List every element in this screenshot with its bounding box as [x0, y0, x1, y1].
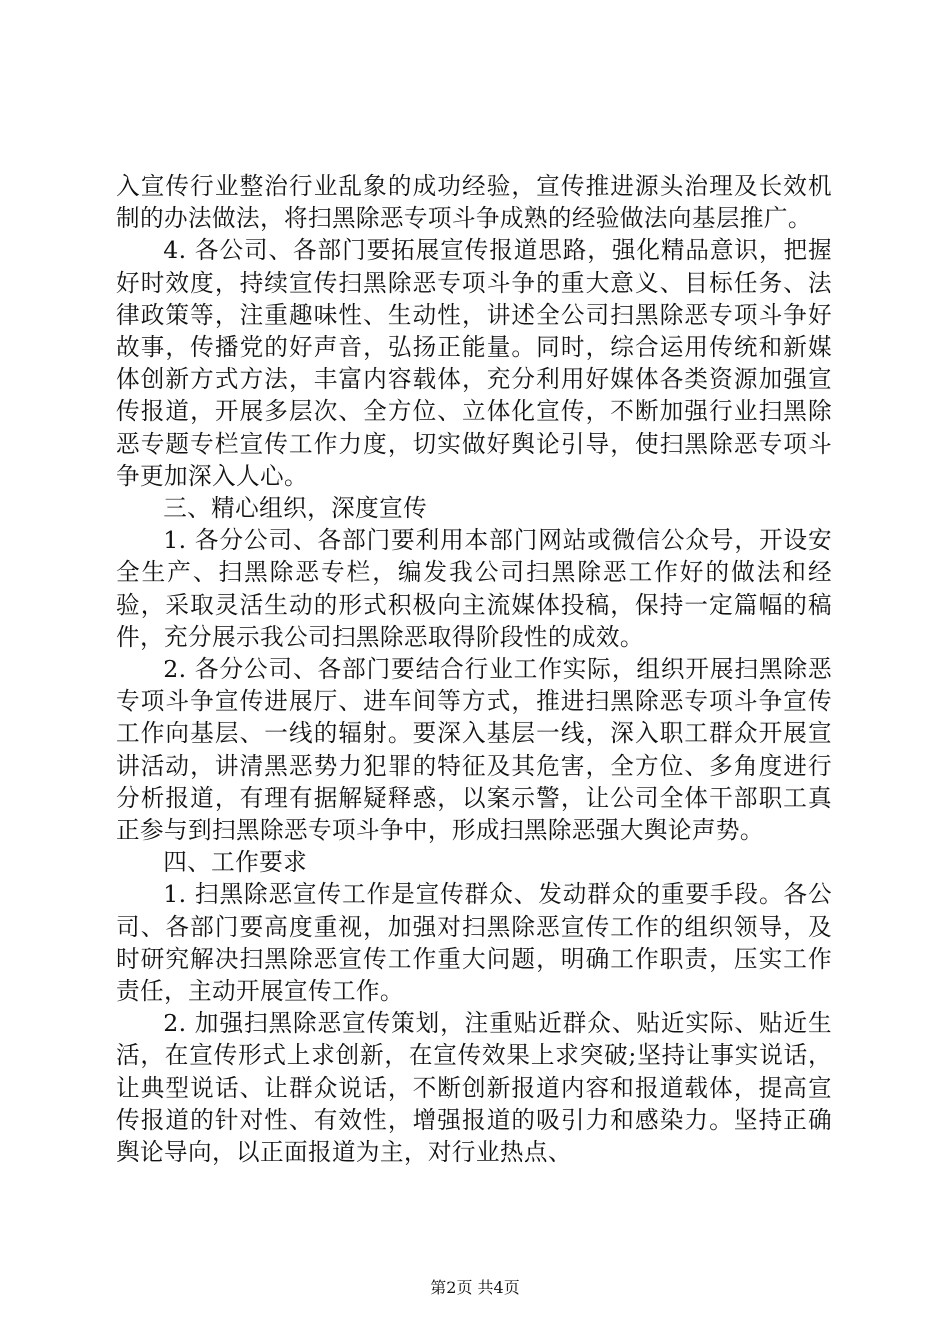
section-heading-3: 三、精心组织，深度宣传: [163, 494, 428, 523]
section-heading-4: 四、工作要求: [163, 848, 308, 877]
paragraph-7: 1. 扫黑除恶宣传工作是宣传群众、发动群众的重要手段。各公司、各部门要高度重视，加强对扫黑除恶宣传工作的组织领导，及时研究解决扫黑除恶宣传工作重大问题，明确工作职责，压实工作责任，主动开展宣传工作。: [116, 880, 832, 1006]
paragraph-2: 4. 各公司、各部门要拓展宣传报道思路，强化精品意识，把握好时效度，持续宣传扫黑除恶专项斗争的重大意义、目标任务、法律政策等，注重趣味性、生动性，讲述全公司扫黑除恶专项斗争好故事，传播党的好声音，弘扬正能量。同时，综合运用传统和新媒体创新方式方法，丰富内容载体，充分利用好媒体各类资源加强宣传报道，开展多层次、全方位、立体化宣传，不断加强行业扫黑除恶专题专栏宣传工作力度，切实做好舆论引导，使扫黑除恶专项斗争更加深入人心。: [116, 236, 832, 490]
page-footer: 第2页 共4页: [430, 1278, 520, 1297]
paragraph-1: 入宣传行业整治行业乱象的成功经验，宣传推进源头治理及长效机制的办法做法，将扫黑除恶专项斗争成熟的经验做法向基层推广。: [116, 172, 832, 233]
paragraph-8: 2. 加强扫黑除恶宣传策划，注重贴近群众、贴近实际、贴近生活，在宣传形式上求创新，在宣传效果上求突破;坚持让事实说话，让典型说话、让群众说话，不断创新报道内容和报道载体，提高宣传报道的针对性、有效性，增强报道的吸引力和感染力。坚持正确舆论导向，以正面报道为主，对行业热点、: [116, 1009, 832, 1167]
paragraph-5: 2. 各分公司、各部门要结合行业工作实际，组织开展扫黑除恶专项斗争宣传进展厅、进车间等方式，推进扫黑除恶专项斗争宣传工作向基层、一线的辐射。要深入基层一线，深入职工群众开展宣讲活动，讲清黑恶势力犯罪的特征及其危害，全方位、多角度进行分析报道，有理有据解疑释惑，以案示警，让公司全体干部职工真正参与到扫黑除恶专项斗争中，形成扫黑除恶强大舆论声势。: [116, 655, 832, 845]
paragraph-4: 1. 各分公司、各部门要利用本部门网站或微信公众号，开设安全生产、扫黑除恶专栏，编发我公司扫黑除恶工作好的做法和经验，采取灵活生动的形式积极向主流媒体投稿，保持一定篇幅的稿件，充分展示我公司扫黑除恶取得阶段性的成效。: [116, 526, 832, 651]
document-body: [116, 170, 832, 1168]
